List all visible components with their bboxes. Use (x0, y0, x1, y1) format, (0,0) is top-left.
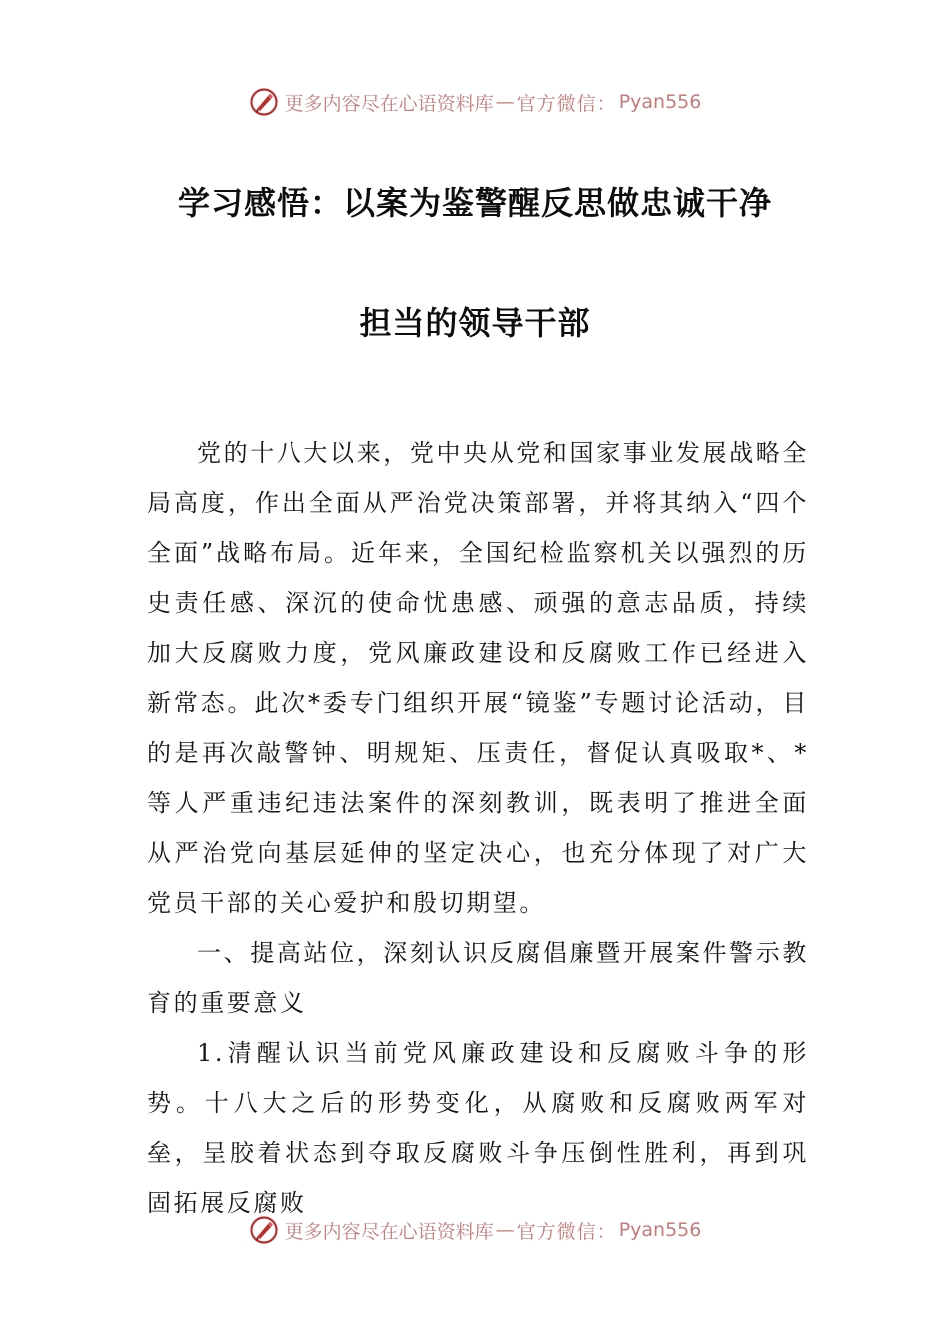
watermark-banner-bottom (0, 1210, 950, 1250)
document-body (147, 428, 809, 1228)
watermark-brand-text: 更多内容尽在心语资料库 (284, 1220, 494, 1243)
watermark-wechat-id: Pyan556 (618, 1219, 702, 1241)
section-heading-1: 一、提高站位，深刻认识反腐倡廉暨开展案件警示教育的重要意义 (147, 939, 809, 1017)
watermark-wechat-id: Pyan556 (618, 91, 702, 113)
pen-logo-icon (249, 87, 279, 117)
pen-logo-icon (249, 1215, 279, 1245)
watermark-separator: — (495, 91, 515, 113)
watermark-banner-top (0, 82, 950, 122)
watermark-wechat-label: 官方微信： (516, 1220, 617, 1243)
document-title-line-2: 担当的领导干部 (359, 304, 591, 342)
intro-paragraph: 党的十八大以来，党中央从党和国家事业发展战略全局高度，作出全面从严治党决策部署，并将其纳入“四个全面”战略布局。近年来，全国纪检监察机关以强烈的历史责任感、深沉的使命忧患感、顽强的意志品质，持续加大反腐败力度，党风廉政建设和反腐败工作已经进入新常态。此次*委专门组织开展“镜鉴”专题讨论活动，目的是再次敲警钟、明规矩、压责任，督促认真吸取*、*等人严重违纪违法案件的深刻教训，既表明了推进全面从严治党向基层延伸的坚定决心，也充分体现了对广大党员干部的关心爱护和殷切期望。 (147, 439, 809, 917)
watermark-wechat-label: 官方微信： (516, 92, 617, 115)
subsection-paragraph-1: 1.清醒认识当前党风廉政建设和反腐败斗争的形势。十八大之后的形势变化，从腐败和反腐败两军对垒，呈胶着状态到夺取反腐败斗争压倒性胜利，再到巩固拓展反腐败 (147, 1039, 809, 1217)
watermark-separator: — (495, 1219, 515, 1241)
document-title-line-1: 学习感悟：以案为鉴警醒反思做忠诚干净 (177, 184, 772, 222)
watermark-brand-text: 更多内容尽在心语资料库 (284, 92, 494, 115)
